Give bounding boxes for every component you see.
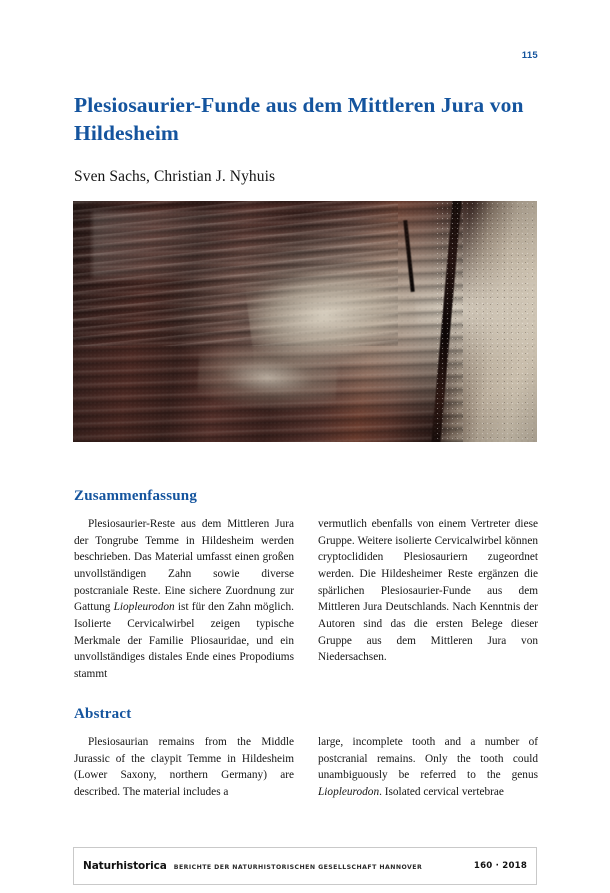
- title-block: [74, 92, 538, 187]
- zus-left-text-a: Plesiosaurier-Reste aus dem Mittleren Jura der Tongrube Temme in Hildesheim werden beschrieben. Das Material umfasst einen großen unvollständigen Zahn sowie diverse postcraniale Reste. Eine sichere Zuordnung zur Gattung: [74, 518, 294, 614]
- abstract-column-right: [318, 734, 538, 801]
- zus-right-text: vermutlich ebenfalls von einem Vertreter diese Gruppe. Weitere isolierte Cervicalwirbel können cryptoclididen Plesiosauriern zugeordnet werden. Die Hildesheimer Reste ergänzen die spärlichen Plesiosaurier-Funde aus dem Mittleren Jura Deutschlands. Nach Kenntnis der Autoren sind das die ersten Belege dieser Gruppe aus dem Mittleren Jura von Niedersachsen.: [318, 518, 538, 664]
- page-number: 115: [521, 50, 538, 61]
- page-title: Plesiosaurier-Funde aus dem Mittleren Jura von Hildesheim: [74, 93, 524, 145]
- abstract-column-left: [74, 734, 294, 801]
- fossil-photograph: [73, 201, 537, 442]
- abs-left-text: Plesiosaurian remains from the Middle Jurassic of the claypit Temme in Hildesheim (Lower Saxony, northern Germany) are described. The material includes a: [74, 736, 294, 798]
- journal-issue: 160 · 2018: [473, 861, 527, 871]
- journal-footer: [73, 847, 537, 885]
- zusammenfassung-column-right: [318, 516, 538, 683]
- section-abstract: [74, 706, 538, 801]
- zus-left-genus: Liopleurodon: [113, 601, 175, 614]
- journal-subtitle: BERICHTE DER NATURHISTORISCHEN GESELLSCHAFT HANNOVER: [173, 864, 423, 871]
- zusammenfassung-columns: [74, 516, 538, 683]
- photo-canvas: [73, 201, 537, 442]
- section-heading-zusammenfassung: Zusammenfassung: [74, 488, 198, 504]
- abstract-columns: [74, 734, 538, 801]
- zus-left-text-b: ist für den Zahn möglich. Isolierte Cervicalwirbel zeigen typische Merkmale der Familie Pliosauridae, und ein unvollständiges distales Ende eines Propodiums stammt: [74, 601, 294, 680]
- abs-right-text-b: . Isolated cervical vertebrae: [379, 785, 504, 798]
- journal-brand: Naturhistorica: [83, 860, 167, 872]
- footer-left-group: [83, 860, 422, 872]
- author-line: Sven Sachs, Christian J. Nyhuis: [74, 168, 276, 186]
- abs-right-genus: Liopleurodon: [318, 785, 380, 798]
- photo-layer-vignette: [73, 201, 537, 442]
- section-heading-abstract: Abstract: [74, 706, 132, 722]
- abs-right-text-a: large, incomplete tooth and a number of postcranial remains. Only the tooth could unambiguously be referred to the genus: [318, 736, 538, 782]
- zusammenfassung-column-left: [74, 516, 294, 683]
- section-zusammenfassung: [74, 488, 538, 683]
